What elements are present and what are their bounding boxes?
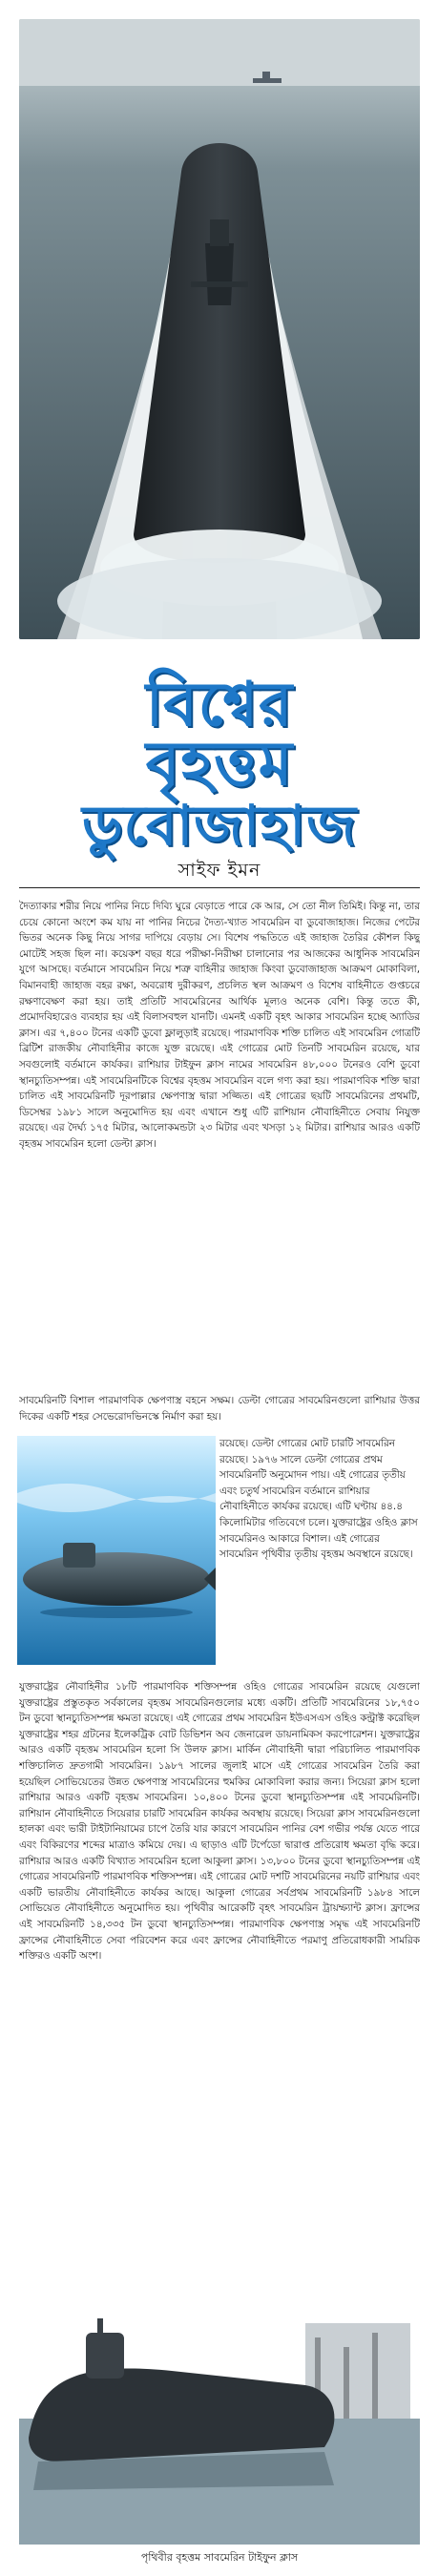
submarine-illustration <box>19 19 420 639</box>
mid-submarine-photo <box>17 1436 216 1665</box>
title-line-2: বৃহত্তম <box>145 729 294 800</box>
article-paragraph-1: দৈত্যাকার শরীর নিয়ে পানির নিচে দিব্যি ঘুরে বেড়াতে পারে কে আর, সে তো নীল তিমিই। কিন্তু না, তার চেয়ে কোনো অংশে কম যায় না পানির নিচের দৈত্য-খ্যাত সাবমেরিন বা ডুবোজাহাজ। নিজের পেটের ভিতর অনেক কিছু নিয়ে সাগর দাপিয়ে বেড়ায় সে। বিশেষ পদ্ধতিতে এই জাহাজ তৈরির কৌশল কিছু মোটেই সহজ ছিল না। কয়েকশ বছর ধরে পরীক্ষা-নিরীক্ষা চালানোর পর আজকের আধুনিক সাবমেরিন যুগে আসছে। বর্তমানে সাবমেরিন নিয়ে শত্রু বাহিনীর জাহাজ কিংবা ডুবোজাহাজ আক্রমণ মোকাবিলা, বিমানবাহী জাহাজ বহর রক্ষা, অবরোধ দুরীকরণ, প্রচলিত স্থল আক্রমণ ও বিশেষ বাহিনীতে গুপ্তচরে রক্ষণাবেক্ষণ করা হয়। তাই প্রতিটি সাবমেরিনের আর্থিক মূল্যও অনেক বেশি। কিন্তু ততে কী, প্রমোদবিহারেও ব্যবহার হয় এই বিলাসবহুল যানটি। এমনই একটি বৃহৎ আকার সাবমেরিন হচ্ছে অ্যাডির ক্লাস। এর ৭,৪০০ টনের একটি ডুবো ফ্লালুড়াই রয়েছে। পারমাণবিক শক্তি চালিত এই সাবমেরিন গোত্রটি ব্রিটিশ রাজকীয় নৌবাহিনীর কাজে যুক্ত রয়েছে। এই গোত্রের মোট তিনটি সাবমেরিন রয়েছে, যার সবগুলোই বর্তমানে কার্যকর। রাশিয়ার টাইফুন ক্লাস নামের সাবমেরিন ৪৮,০০০ টনেরও বেশি ডুবো স্থানচ্যুতিসম্পন্ন। এই সাবমেরিনটিকে বিশ্বের বৃহত্তম সাবমেরিন বলে গণ্য করা হয়। পারমাণবিক শক্তি দ্বারা চালিত এই সাবমেরিনটি দূরপাল্লার ক্ষেপণাস্ত্র দ্বারা সজ্জিত। এই গোত্রের ছয়টি সাবমেরিনের প্রথমটি, ডিসেম্বর ১৯৮১ সালে অনুমোদিত হয় এবং এখানে শুধু এটি রাশিয়ান নৌবাহিনীতে সেবায় নিযুক্ত রয়েছে। এর দৈর্ঘ্য ১৭৫ মিটার, আলোকমন্ডটা ২৩ মিটার এবং খসড়া ১২ মিটার। রাশিয়ার আরও একটি বৃহত্তম সাবমেরিন হলো ডেল্টা ক্লাস। <box>19 901 420 1150</box>
hero-submarine-photo <box>19 19 420 639</box>
author-byline: সাইফ ইমন <box>177 860 261 881</box>
underwater-submarine-illustration <box>17 1436 216 1665</box>
title-line-3: ডুবোজাহাজ <box>82 793 357 858</box>
title-line-1: বিশ্বের <box>145 670 294 740</box>
article-lead-text: সাবমেরিনটি বিশাল পারমাণবিক ক্ষেপণাস্ত্র বহনে সক্ষম। ডেল্টা গোত্রের সাবমেরিনগুলো রাশিয়ার উত্তর দিকের একটি শহর সেভেরোদভিনস্কে নির্মাণ করা হয়। <box>19 1395 420 1423</box>
photo-caption: পৃথিবীর বৃহত্তম সাবমেরিন টাইফুন ক্লাস <box>140 2551 299 2564</box>
typhoon-illustration <box>19 2295 420 2545</box>
typhoon-submarine-photo <box>19 2295 420 2545</box>
article-right-column: রয়েছে। ডেল্টা গোত্রের মোট চারটি সাবমেরিন রয়েছে। ১৯৭৬ সালে ডেল্টা গোত্রের প্রথম সাবমেরিনটি অনুমোদন পায়। এই গোত্রের তৃতীয় এবং চতুর্থ সাবমেরিন বর্তমানে রাশিয়ার নৌবাহিনীতে কার্যকর রয়েছে। এটি ঘণ্টায় ৪৪.৪ কিলোমিটার গতিবেগে চলে। যুক্তরাষ্ট্রের ওহিও ক্লাস সাবমেরিনও আকারে বিশাল। এই গোত্রের সাবমেরিন পৃথিবীর তৃতীয় বৃহত্তম অবস্থানে রয়েছে। <box>219 1438 418 1561</box>
article-paragraph-2: যুক্তরাষ্ট্রের নৌবাহিনীর ১৮টি পারমাণবিক শক্তিসম্পন্ন ওহিও গোত্রের সাবমেরিন রয়েছে যেগুলো যুক্তরাষ্ট্রের প্রস্তুতকৃত সর্বকালের বৃহত্তম সাবমেরিনগুলোর মধ্যে একটি। প্রতিটি সাবমেরিনের ১৮,৭৫০ টন ডুবো স্থানচ্যুতিসম্পন্ন ক্ষমতা রয়েছে। এই গোত্রের প্রথম সাবমেরিন ইউএসএস ওহিও কন্ট্রাক্ট করেছিল যুক্তরাষ্ট্রের শহর গ্রটনের ইলেকট্রিক বোট ডিভিশন অব জেনারেল ডায়নামিকস করপোরেশন। যুক্তরাষ্ট্রের আরও একটি বৃহত্তম সাবমেরিন হলো সি উলফ ক্লাস। মার্কিন নৌবাহিনী দ্বারা পরিচালিত পারমাণবিক শক্তিচালিত দ্রুতগামী সাবমেরিন। ১৯৮৭ সালের জুলাই মাসে এই গোত্রের সাবমেরিন তৈরি করা হয়েছিল সোভিয়েতের উন্নত ক্ষেপণাস্ত্র সাবমেরিনের হুমকির মোকাবিলা করার জন্য। সিয়েরা ক্লাস হলো রাশিয়ার আরও একটি বৃহত্তম সাবমেরিন। ১০,৪০০ টনের ডুবো স্থানচ্যুতিসম্পন্ন এই সাবমেরিনটি। রাশিয়ান নৌবাহিনীতে সিয়েরার চারটি সাবমেরিন কার্যকর অবস্থায় রয়েছে। সিয়েরা ক্লাস সাবমেরিনগুলো হালকা এবং ভারী টাইটানিয়ামের চাপে তৈরি যার কারণে সাবমেরিন পানির বেশ গভীর পর্যন্ত যেতে পারে এবং বিকিরণের শব্দের মাত্রাও কমিয়ে দেয়। এ ছাড়াও এটি টর্পেডো দ্বারাপ্ত প্রতিরোধ ক্ষমতা বৃদ্ধি করে। রাশিয়ার আরও একটি বিখ্যাত সাবমেরিন হলো আকুলা ক্লাস। ১৩,৮০০ টনের ডুবো স্থানচ্যুতিসম্পন্ন এই গোত্রের সাবমেরিনটি পারমাণবিক শক্তিসম্পন্ন। এই গোত্রের মোট দশটি সাবমেরিনের নয়টি রাশিয়ার এবং একটি ভারতীয় নৌবাহিনীতে কার্যকর আছে। আকুলা গোত্রের সর্বপ্রথম সাবমেরিনটি ১৯৮৪ সালে সোভিয়েত নৌবাহিনীতে অনুমোদিত হয়। পৃথিবীর আরেকটি বৃহৎ সাবমেরিন ট্রায়ম্ফ্যান্ট ক্লাস। ফ্রান্সের এই সাবমেরিনটি ১৪,৩৩৫ টন ডুবো স্থানচ্যুতিসম্পন্ন। পারমাণবিক ক্ষেপণাস্ত্র সমৃদ্ধ এই সাবমেরিনটি ফ্রান্সের নৌবাহিনীতে সেবা পরিবেশন করে এবং ফ্রান্সের নৌবাহিনীতে পরমাণু প্রতিরোধকারী সামরিক শক্তিরও একটি অংশ। <box>19 1681 420 1963</box>
divider-rule <box>19 887 420 888</box>
